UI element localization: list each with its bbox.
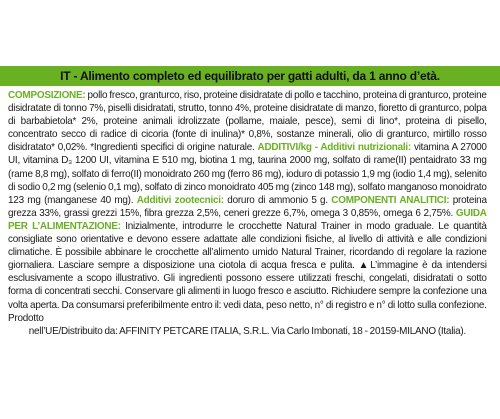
label-paragraph: [8, 89, 487, 338]
feeding-guide-text: Inizialmente, introdurre le crocchette Natural Trainer in modo graduale. Le quantità consigliate sono orientative e devono essere adattate alle condizioni fisiche, al livello di attività e alle condizioni climatiche. È possibile abbinare le crocchette all’alimento umido Natural Trainer, ricordando di regolare la razione giornaliera. Lasciare sempre a disposizione una ciotola di acqua fresca e pulita. ▲L’immagine è da intendersi esclusivamente a scopo illustrativo. Gli ingredienti possono essere utilizzati freschi, congelati, disidratati o sotto forma di concentrati secchi. Conservare gli alimenti in luogo fresco e asciutto. Richiudere sempre la confezione una volta aperta. Da consumarsi preferibilmente entro il: vedi data, peso netto, n° di registro e n° di lotto sulla confezione. Prodotto: [8, 220, 487, 324]
analytical-components-text: proteina grezza 33%, grassi grezzi 15%, fibra grezza 2,5%, ceneri grezze 6,7%, omega 3 0,85%, omega 6 2,75%.: [8, 194, 487, 219]
composition-text: pollo fresco, granturco, riso, proteine disidratate di pollo e tacchino, proteina di granturco, proteine disidratate di tonno 7%, piselli disidratati, strutto, tonno 4%, proteine disidratate di manzo, fioretto di granturco, polpa di barbabietola* 2%, proteine animali idrolizzate (pollame, maiale, pesce), semi di lino*, proteina di pisello, concentrato secco di radice di cicoria (fonte di inulina)* 0,8%, sostanze minerali, olio di granturco, mirtillo rosso disidratato* 0,02%. *Ingredienti specifici di origine naturale.: [8, 90, 487, 154]
distributor-footer: nell’UE/Distribuito da: AFFINITY PETCARE ITALIA, S.R.L. Via Carlo Imbonati, 18 - 20159-MILANO (Italia).: [28, 325, 466, 337]
analytical-components-heading: COMPONENTI ANALITICI:: [331, 194, 450, 206]
label-text-block: [8, 89, 487, 338]
composition-heading: COMPOSIZIONE:: [8, 90, 86, 101]
product-description-banner: IT - Alimento completo ed equilibrato per gatti adulti, da 1 anno d’età.: [0, 66, 500, 86]
additives-heading: ADDITIVI/kg - Additivi nutrizionali:: [257, 142, 411, 154]
additives-text: vitamina A 27000 UI, vitamina D₃ 1200 UI, vitamina E 510 mg, biotina 1 mg, taurina 2000 mg, solfato di rame(II) pentaidrato 33 mg (rame 8,8 mg), solfato di ferro(II) monoidrato 260 mg (ferro 86 mg), ioduro di potassio 1,9 mg (iodio 1,4 mg), selenito di sodio 0,2 mg (selenio 0,1 mg), solfato di zinco monoidrato 405 mg (zinco 148 mg), solfato manganoso monoidrato 123 mg (manganese 40 mg).: [8, 142, 487, 206]
feeding-guide-heading: GUIDA PER L’ALIMENTAZIONE:: [8, 207, 487, 232]
zootechnical-additives-heading: Additivi zootecnici:: [136, 194, 224, 206]
zootechnical-additives-text: doruro di ammonio 5 g.: [223, 194, 332, 206]
